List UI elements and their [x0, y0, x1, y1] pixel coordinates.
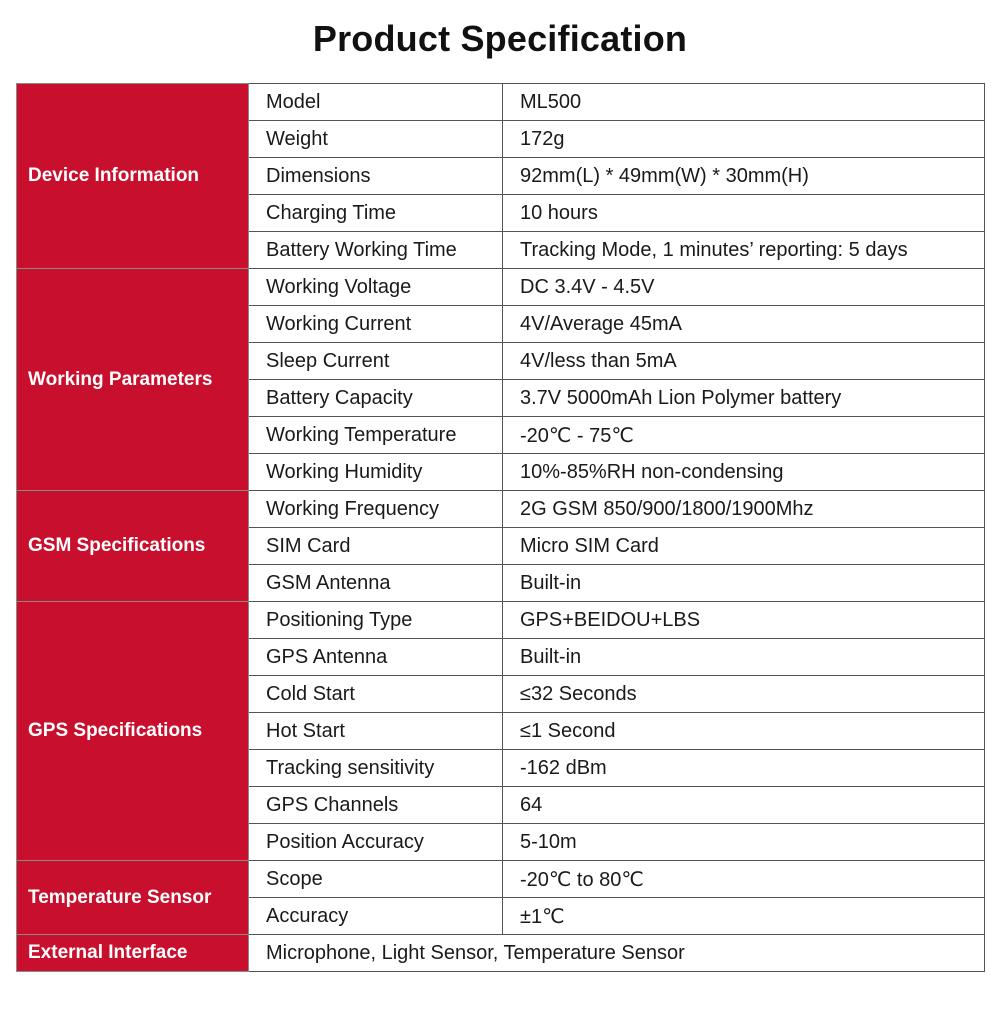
spec-value: 5-10m — [503, 824, 985, 861]
spec-value: GPS+BEIDOU+LBS — [503, 602, 985, 639]
spec-value: 3.7V 5000mAh Lion Polymer battery — [503, 380, 985, 417]
spec-value: -20℃ to 80℃ — [503, 861, 985, 898]
spec-label: Dimensions — [249, 158, 503, 195]
spec-label: Position Accuracy — [249, 824, 503, 861]
spec-label: GPS Antenna — [249, 639, 503, 676]
spec-label: Cold Start — [249, 676, 503, 713]
spec-value: ≤32 Seconds — [503, 676, 985, 713]
table-row — [17, 602, 985, 639]
spec-value: ≤1 Second — [503, 713, 985, 750]
spec-label: GSM Antenna — [249, 565, 503, 602]
spec-label: Accuracy — [249, 898, 503, 935]
spec-value: Tracking Mode, 1 minutes’ reporting: 5 days — [503, 232, 985, 269]
spec-label: Working Frequency — [249, 491, 503, 528]
spec-label: Working Voltage — [249, 269, 503, 306]
spec-value: 2G GSM 850/900/1800/1900Mhz — [503, 491, 985, 528]
spec-label: Scope — [249, 861, 503, 898]
spec-label: Battery Capacity — [249, 380, 503, 417]
spec-label: Working Humidity — [249, 454, 503, 491]
spec-value: Built-in — [503, 565, 985, 602]
spec-value: DC 3.4V - 4.5V — [503, 269, 985, 306]
page-title: Product Specification — [312, 18, 688, 59]
spec-label: Positioning Type — [249, 602, 503, 639]
spec-table — [16, 83, 985, 972]
spec-value: 92mm(L) * 49mm(W) * 30mm(H) — [503, 158, 985, 195]
category-cell: External Interface — [17, 935, 249, 972]
spec-label: Model — [249, 84, 503, 121]
spec-value: 10 hours — [503, 195, 985, 232]
spec-label: Working Temperature — [249, 417, 503, 454]
spec-label: Charging Time — [249, 195, 503, 232]
spec-value: 10%-85%RH non-condensing — [503, 454, 985, 491]
spec-value: Microphone, Light Sensor, Temperature Sensor — [249, 935, 985, 972]
table-row — [17, 269, 985, 306]
table-row — [17, 491, 985, 528]
table-row — [17, 861, 985, 898]
table-row — [17, 935, 985, 972]
spec-label: Hot Start — [249, 713, 503, 750]
spec-value: 172g — [503, 121, 985, 158]
spec-value: -20℃ - 75℃ — [503, 417, 985, 454]
spec-label: Tracking sensitivity — [249, 750, 503, 787]
category-cell: Device Information — [17, 84, 249, 269]
spec-value: Built-in — [503, 639, 985, 676]
spec-label: Weight — [249, 121, 503, 158]
spec-value: ±1℃ — [503, 898, 985, 935]
spec-value: ML500 — [503, 84, 985, 121]
spec-value: Micro SIM Card — [503, 528, 985, 565]
table-row — [17, 84, 985, 121]
spec-label: GPS Channels — [249, 787, 503, 824]
spec-label: SIM Card — [249, 528, 503, 565]
spec-label: Battery Working Time — [249, 232, 503, 269]
category-cell: GPS Specifications — [17, 602, 249, 861]
spec-value: -162 dBm — [503, 750, 985, 787]
category-cell: Working Parameters — [17, 269, 249, 491]
spec-value: 4V/Average 45mA — [503, 306, 985, 343]
category-cell: Temperature Sensor — [17, 861, 249, 935]
spec-label: Working Current — [249, 306, 503, 343]
spec-label: Sleep Current — [249, 343, 503, 380]
category-cell: GSM Specifications — [17, 491, 249, 602]
spec-value: 64 — [503, 787, 985, 824]
spec-value: 4V/less than 5mA — [503, 343, 985, 380]
